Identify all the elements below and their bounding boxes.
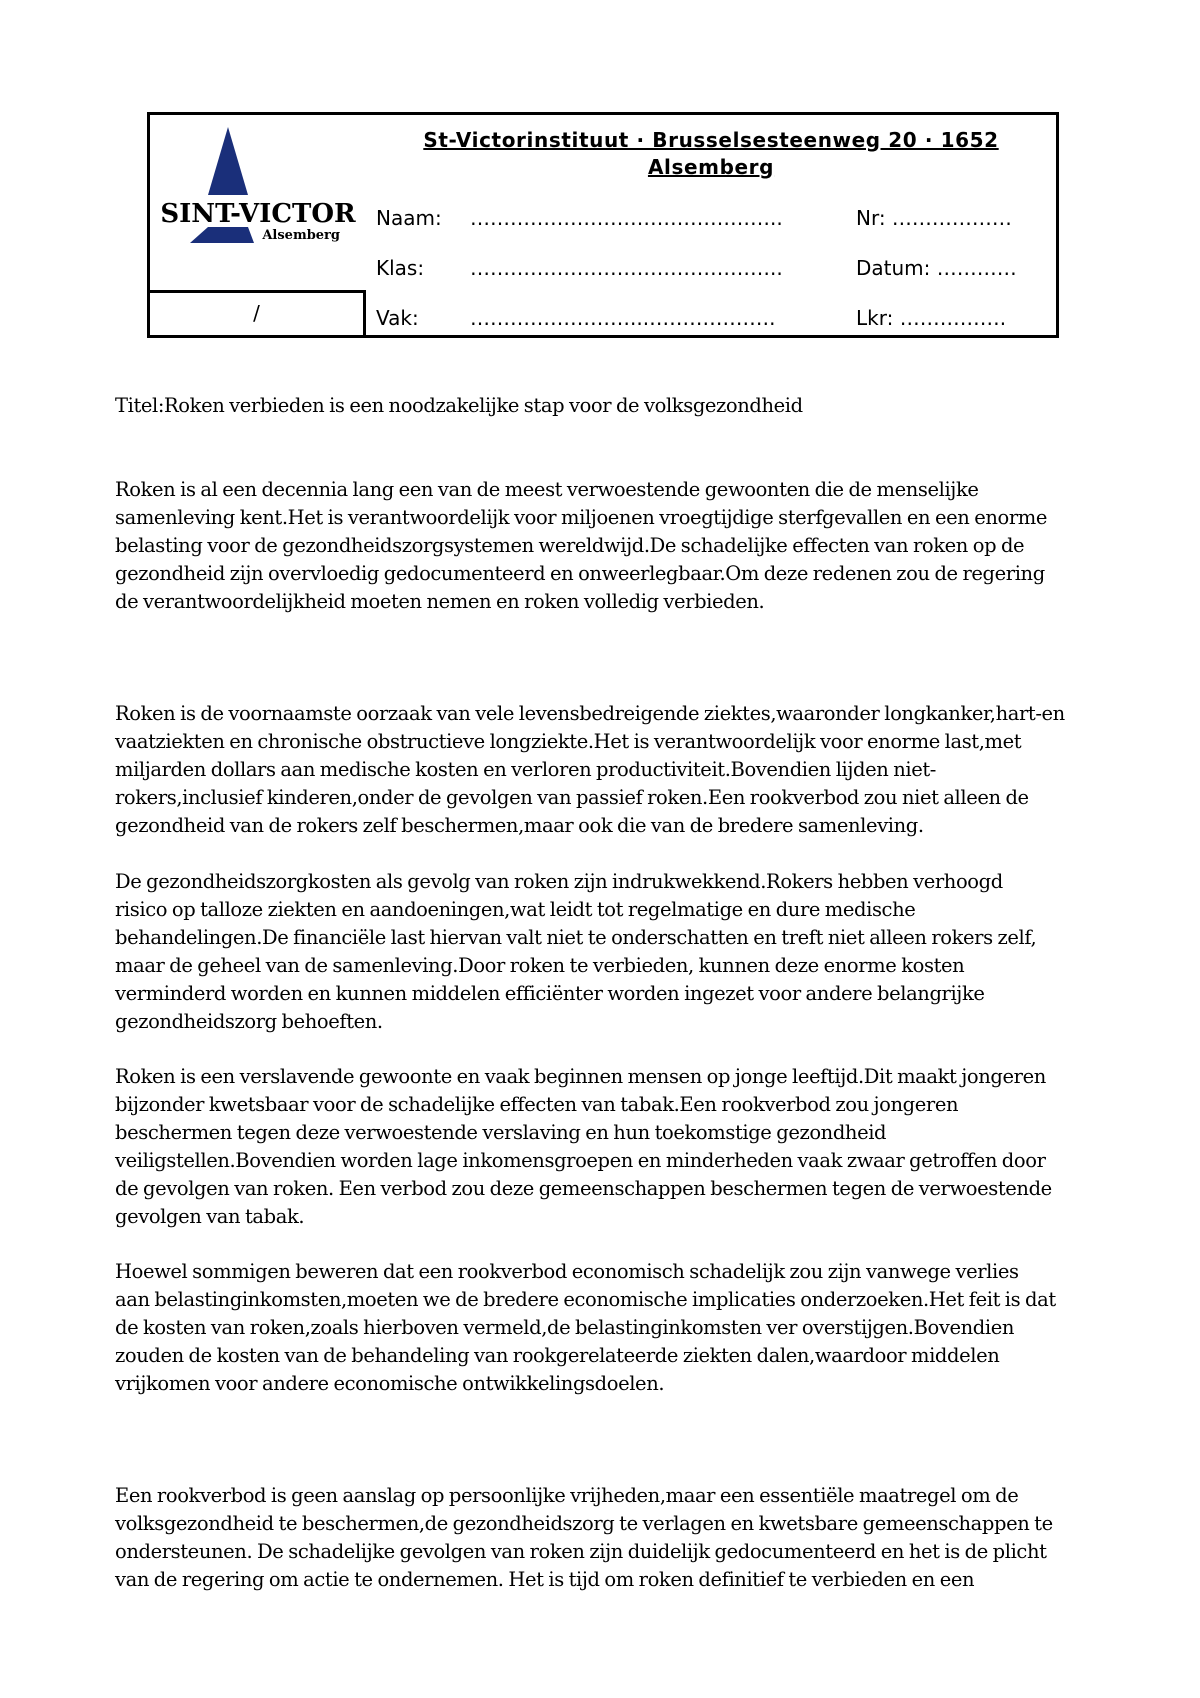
paragraph-text: Roken is al een decennia lang een van de meest verwoestende gewoonten die de menselijke samenleving kent.Het is verantwoordelijk voor miljoenen vroegtijdige sterfgevallen en een enorme belasting voor de gezondheidszorgsystemen wereldwijd.De schadelijke effecten van roken op de gezondheid zijn overvloedig gedocumenteerd en onweerlegbaar.Om deze redenen zou de regering de verantwoordelijkheid moeten nemen en roken volledig verbieden. [115,478,1048,613]
class-field[interactable]: ……………………………………….. [470,256,783,280]
logo-base [190,227,254,243]
school-header-box [147,112,1059,338]
paragraph-text: Hoewel sommigen beweren dat een rookverbod economisch schadelijk zou zijn vanwege verlies aan belastinginkomsten,moeten we de bredere economische implicaties onderzoeken.Het feit is dat de kosten van roken,zoals hierboven vermeld,de belastinginkomsten ver overstijgen.Bovendien zouden de kosten van de behandeling van rookgerelateerde ziekten dalen,waardoor middelen vrijkomen voor andere economische ontwikkelingsdoelen. [115,1260,1056,1395]
school-logo [150,115,366,290]
paragraph-text: De gezondheidszorgkosten als gevolg van roken zijn indrukwekkend.Rokers hebben verhoogd risico op talloze ziekten en aandoeningen,wat leidt tot regelmatige en dure medische behandelingen.De financiële last hiervan valt niet te onderschatten en treft niet alleen rokers zelf, maar de geheel van de samenleving.Door roken te verbieden, kunnen deze enorme kosten verminderd worden en kunnen middelen efficiënter worden ingezet voor andere belangrijke gezondheidszorg behoeften. [115,870,1037,1033]
paragraph-5 [115,1258,1095,1398]
paragraph-1 [115,476,1095,616]
name-label: Naam: [376,206,442,230]
logo-subtitle: Alsemberg [262,228,340,243]
paragraph-6 [115,1482,1095,1594]
essay-title: Titel:Roken verbieden is een noodzakelijke stap voor de volksgezondheid [115,394,803,417]
paragraph-text: Een rookverbod is geen aanslag op persoonlijke vrijheden,maar een essentiële maatregel om de volksgezondheid te beschermen,de gezondheidszorg te verlagen en kwetsbare gemeenschappen te ondersteunen. De schadelijke gevolgen van roken zijn duidelijk gedocumenteerd en het is de plicht van de regering om actie te ondernemen. Het is tijd om roken definitief te verbieden en een [115,1484,1053,1591]
date-field[interactable]: Datum: ………… [856,256,1017,280]
header-fields [366,115,1056,335]
teacher-field[interactable]: Lkr: ……………. [856,306,1007,330]
logo-title: SINT-VICTOR [160,199,356,229]
name-field-row[interactable] [376,203,1046,233]
paragraph-text: Roken is een verslavende gewoonte en vaak beginnen mensen op jonge leeftijd.Dit maakt jongeren bijzonder kwetsbaar voor de schadelijke effecten van tabak.Een rookverbod zou jongeren beschermen tegen deze verwoestende verslaving en hun toekomstige gezondheid veiligstellen.Bovendien worden lage inkomensgroepen en minderheden vaak zwaar getroffen door de gevolgen van roken. Een verbod zou deze gemeenschappen beschermen tegen de verwoestende gevolgen van tabak. [115,1065,1052,1228]
class-field-row[interactable] [376,253,1046,283]
class-label: Klas: [376,256,425,280]
paragraph-text: Roken is de voornaamste oorzaak van vele levensbedreigende ziektes,waaronder longkanker,hart-en vaatziekten en chronische obstructieve longziekte.Het is verantwoordelijk voor enorme last,met miljarden dollars aan medische kosten en verloren productiviteit.Bovendien lijden niet- rokers,inclusief kinderen,onder de gevolgen van passief roken.Een rookverbod zou niet alleen de gezondheid van de rokers zelf beschermen,maar ook die van de bredere samenleving. [115,702,1065,837]
paragraph-4 [115,1063,1095,1231]
paragraph-2 [115,700,1095,840]
name-field[interactable]: ……………………………………….. [470,206,783,230]
subject-label: Vak: [376,306,419,330]
number-field[interactable]: Nr: ……………… [856,206,1012,230]
score-cell[interactable]: / [150,290,366,335]
school-address: St-Victorinstituut · Brusselsesteenweg 20 · 1652 Alsemberg [423,128,999,179]
subject-field-row[interactable] [376,303,1046,333]
logo-upper-triangle [208,127,248,195]
subject-field[interactable]: ……………………...………………. [470,306,776,330]
paragraph-3 [115,868,1095,1036]
